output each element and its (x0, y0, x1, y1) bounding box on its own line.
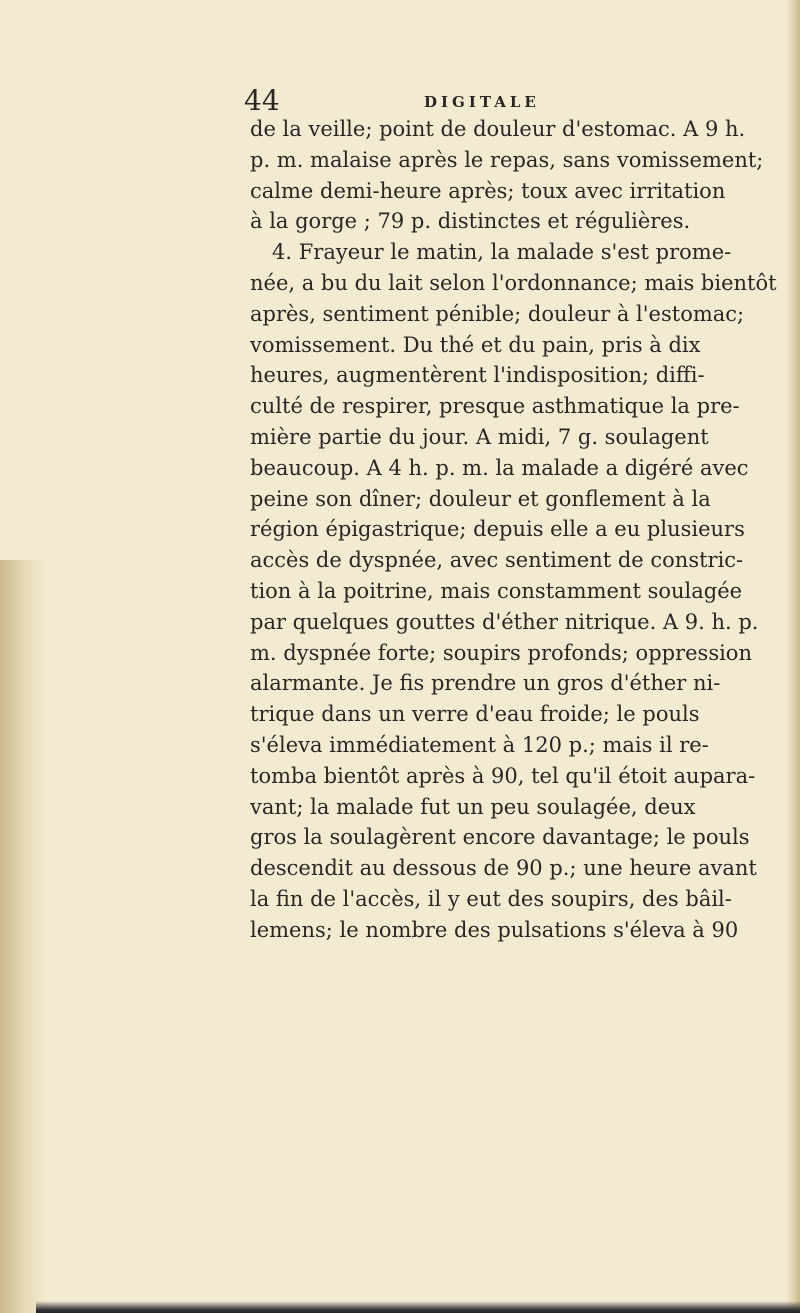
text-line: vomissement. Du thé et du pain, pris à dix (250, 332, 701, 357)
text-line: p. m. malaise après le repas, sans vomissement; (250, 147, 764, 172)
text-line: après, sentiment pénible; douleur à l'estomac; (250, 301, 745, 326)
text-line: heures, augmentèrent l'indisposition; diffi- (250, 363, 705, 388)
text-line: région épigastrique; depuis elle a eu plusieurs (250, 517, 745, 542)
text-line: trique dans un verre d'eau froide; le pouls (250, 702, 700, 727)
text-line: peine son dîner; douleur et gonflement à la (250, 486, 711, 511)
text-line: beaucoup. A 4 h. p. m. la malade a digéré avec (250, 455, 749, 480)
text-line: à la gorge ; 79 p. distinctes et régulières. (250, 209, 691, 234)
text-line: descendit au dessous de 90 p.; une heure avant (250, 856, 757, 881)
text-line: 4. Frayeur le matin, la malade s'est prome- (272, 240, 732, 265)
text-line: calme demi-heure après; toux avec irritation (250, 178, 726, 203)
page-edge-left (0, 560, 46, 1313)
text-line: tion à la poitrine, mais constamment soulagée (250, 578, 743, 603)
text-line: culté de respirer, presque asthmatique la pre- (250, 394, 740, 419)
text-line: gros la soulagèrent encore davantage; le pouls (250, 825, 750, 850)
text-line: vant; la malade fut un peu soulagée, deux (250, 794, 696, 819)
text-line: accès de dyspnée, avec sentiment de constric- (250, 548, 744, 573)
text-line: tomba bientôt après à 90, tel qu'il étoit aupara- (250, 763, 756, 788)
page-number: 44 (244, 84, 280, 117)
text-line: de la veille; point de douleur d'estomac. A 9 h. (250, 117, 746, 141)
page-edge-right (786, 0, 800, 1313)
text-line: mière partie du jour. A midi, 7 g. soulagent (250, 424, 709, 449)
text-line: m. dyspnée forte; soupirs profonds; oppression (250, 640, 752, 665)
text-line: alarmante. Je fis prendre un gros d'éther ni- (250, 671, 721, 696)
running-head: DIGITALE (424, 93, 540, 111)
page-header (244, 84, 574, 118)
text-line: par quelques gouttes d'éther nitrique. A 9. h. p. (250, 609, 759, 634)
body-text (250, 114, 780, 946)
page-edge-bottom (36, 1301, 800, 1313)
text-line: née, a bu du lait selon l'ordonnance; mais bientôt (250, 270, 777, 295)
text-line: la fin de l'accès, il y eut des soupirs, des bâil- (250, 886, 732, 911)
text-line: lemens; le nombre des pulsations s'éleva à 90 (250, 917, 739, 942)
text-line: s'éleva immédiatement à 120 p.; mais il re- (250, 732, 709, 757)
